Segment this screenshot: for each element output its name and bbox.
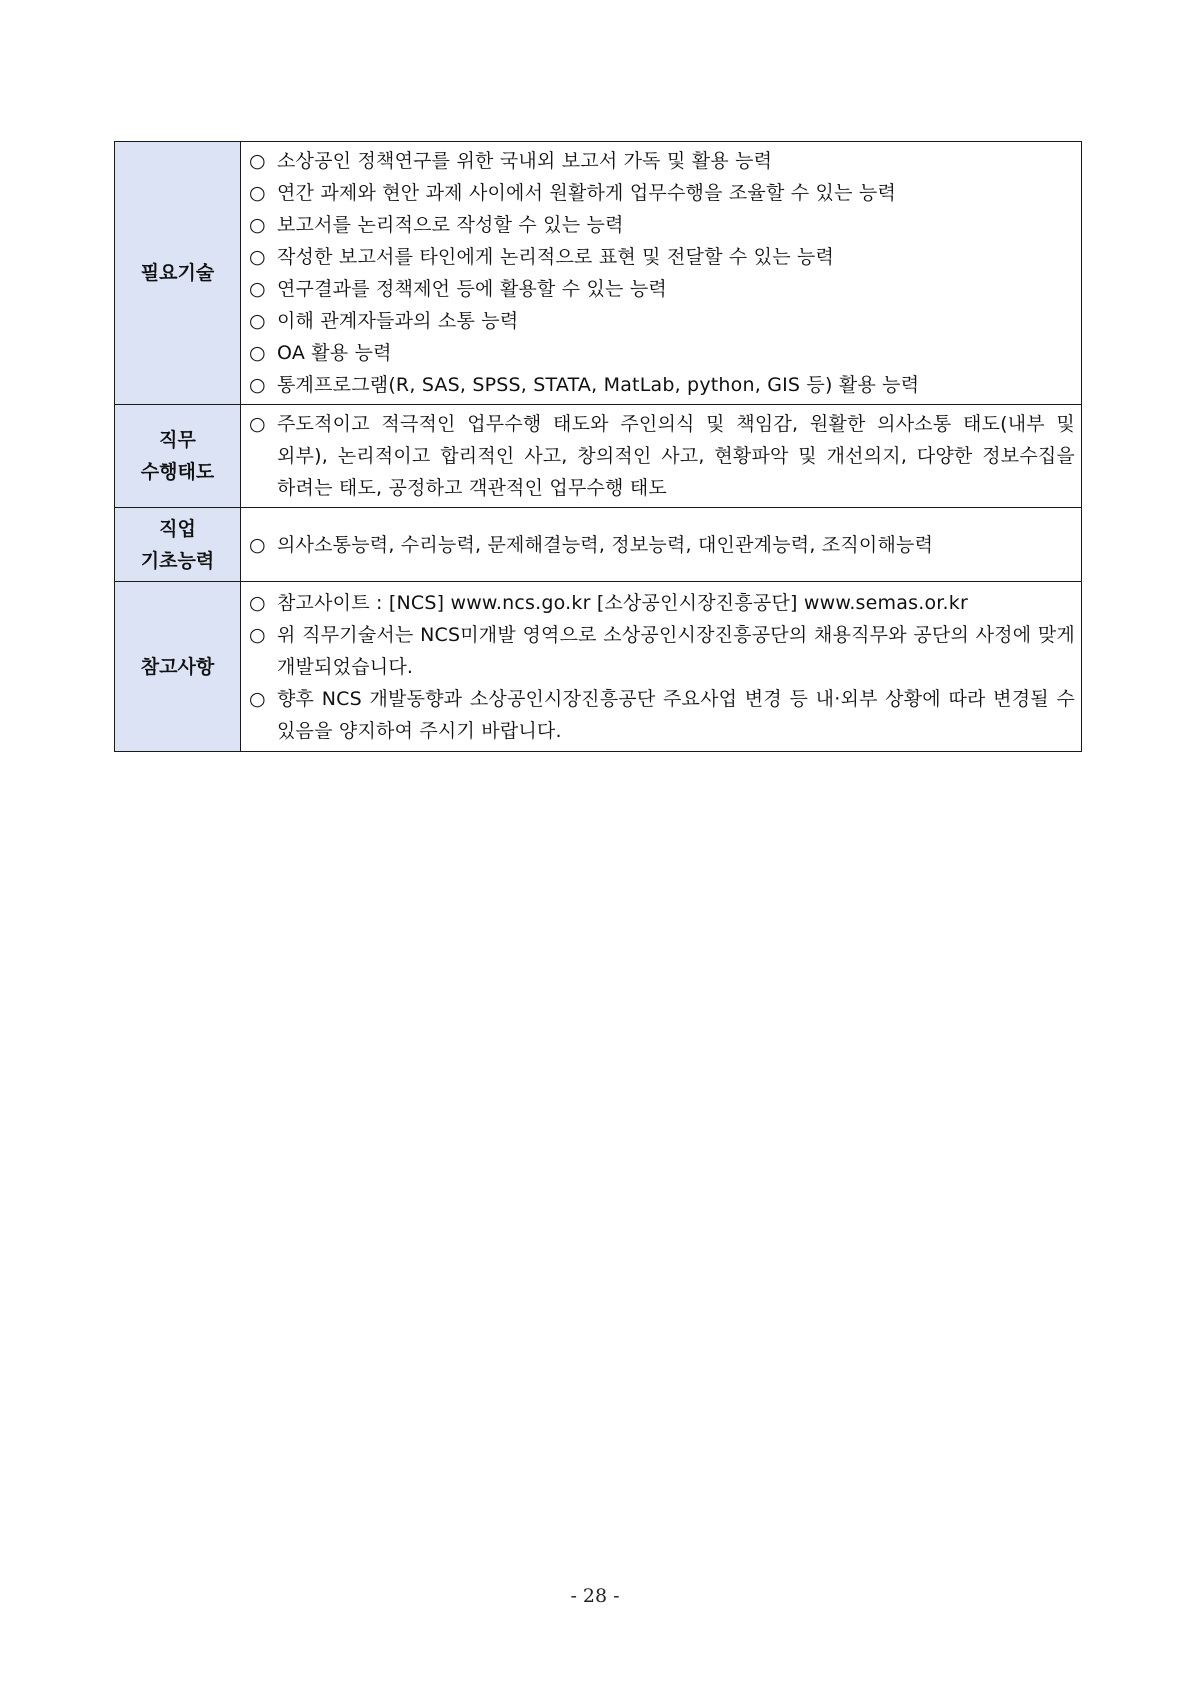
circle-bullet-icon: ○ — [249, 150, 266, 172]
list-item — [247, 529, 1075, 561]
item-text: 보고서를 논리적으로 작성할 수 있는 능력 — [277, 214, 624, 236]
row-label — [115, 582, 241, 752]
circle-bullet-icon: ○ — [249, 342, 266, 364]
list-item — [247, 305, 1075, 337]
circle-bullet-icon: ○ — [249, 214, 266, 236]
item-text: 소상공인 정책연구를 위한 국내외 보고서 가독 및 활용 능력 — [277, 150, 773, 172]
row-content — [241, 582, 1082, 752]
row-label — [115, 405, 241, 508]
list-item — [247, 273, 1075, 305]
job-description-table — [114, 141, 1082, 752]
list-item — [247, 408, 1075, 504]
circle-bullet-icon: ○ — [249, 413, 266, 435]
row-label — [115, 142, 241, 405]
list-item — [247, 337, 1075, 369]
item-text: 이해 관계자들과의 소통 능력 — [277, 310, 519, 332]
list-item — [247, 619, 1075, 683]
table-row-required-skills — [115, 142, 1082, 405]
page-number: - 28 - — [570, 1585, 620, 1607]
list-item — [247, 241, 1075, 273]
list-item — [247, 145, 1075, 177]
item-text: 작성한 보고서를 타인에게 논리적으로 표현 및 전달할 수 있는 능력 — [277, 246, 835, 268]
row-label-line: 기초능력 — [140, 549, 215, 572]
circle-bullet-icon: ○ — [249, 533, 266, 556]
list-item — [247, 369, 1075, 401]
row-label — [115, 508, 241, 582]
row-label-line: 직무 — [159, 429, 196, 451]
table-row-work-attitude — [115, 405, 1082, 508]
circle-bullet-icon: ○ — [249, 246, 266, 268]
list-item — [247, 587, 1075, 619]
list-item — [247, 683, 1075, 747]
item-text: 연구결과를 정책제언 등에 활용할 수 있는 능력 — [277, 278, 667, 300]
item-text: 참고사이트 : [NCS] www.ncs.go.kr [소상공인시장진흥공단] www.semas.or.kr — [277, 591, 968, 614]
item-text: 향후 NCS 개발동향과 소상공인시장진흥공단 주요사업 변경 등 내·외부 상황에 따라 변경될 수 있음을 양지하여 주시기 바랍니다. — [277, 687, 1075, 742]
row-content — [241, 142, 1082, 405]
item-text: OA 활용 능력 — [277, 342, 392, 364]
circle-bullet-icon: ○ — [249, 182, 266, 204]
item-text: 연간 과제와 현안 과제 사이에서 원활하게 업무수행을 조율할 수 있는 능력 — [277, 182, 897, 204]
list-item — [247, 209, 1075, 241]
row-label-line: 직업 — [159, 517, 196, 540]
circle-bullet-icon: ○ — [249, 623, 266, 646]
circle-bullet-icon: ○ — [249, 374, 266, 396]
item-text: 주도적이고 적극적인 업무수행 태도와 주인의식 및 책임감, 원활한 의사소통 태도(내부 및 외부), 논리적이고 합리적인 사고, 창의적인 사고, 현황파악 및 개선의지, 다양한 정보수집을 하려는 태도, 공정하고 객관적인 업무수행 태도 — [277, 413, 1075, 499]
circle-bullet-icon: ○ — [249, 687, 266, 710]
row-content — [241, 508, 1082, 582]
list-item — [247, 177, 1075, 209]
row-content — [241, 405, 1082, 508]
item-text: 통계프로그램(R, SAS, SPSS, STATA, MatLab, python, GIS 등) 활용 능력 — [277, 374, 920, 396]
item-text: 의사소통능력, 수리능력, 문제해결능력, 정보능력, 대인관계능력, 조직이해능력 — [277, 533, 934, 556]
circle-bullet-icon: ○ — [249, 591, 266, 614]
row-label-line: 수행태도 — [140, 461, 215, 483]
table-row-references — [115, 582, 1082, 752]
item-text: 위 직무기술서는 NCS미개발 영역으로 소상공인시장진흥공단의 채용직무와 공단의 사정에 맞게 개발되었습니다. — [277, 623, 1075, 678]
table-row-basic-competency — [115, 508, 1082, 582]
row-label-line: 필요기술 — [140, 262, 215, 284]
circle-bullet-icon: ○ — [249, 278, 266, 300]
row-label-line: 참고사항 — [140, 655, 215, 678]
circle-bullet-icon: ○ — [249, 310, 266, 332]
